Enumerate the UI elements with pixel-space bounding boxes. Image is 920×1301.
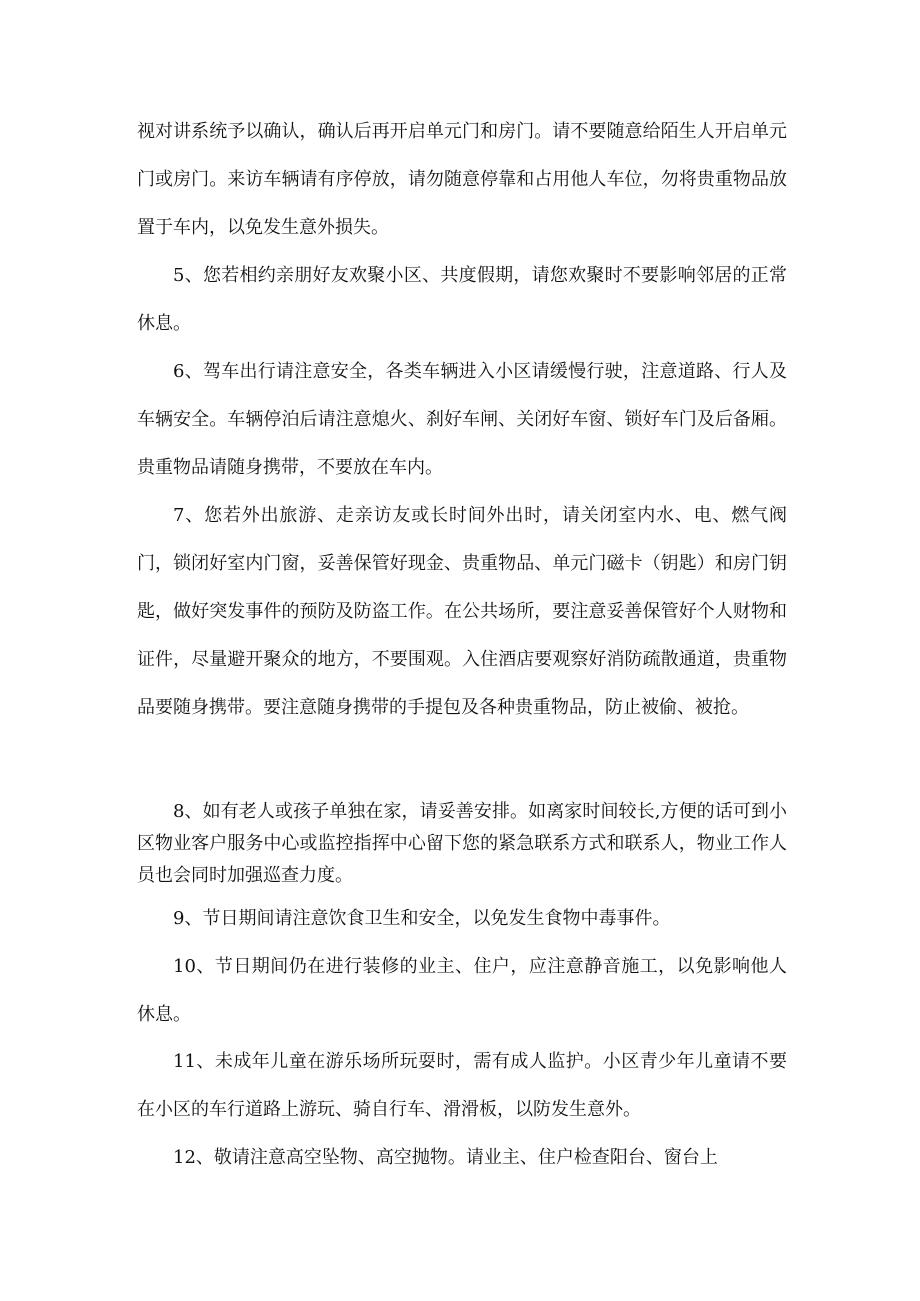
paragraph-item-11: 11、未成年儿童在游乐场所玩耍时，需有成人监护。小区青少年儿童请不要在小区的车行道路上游玩、骑自行车、滑滑板，以防发生意外。 (137, 1051, 787, 1120)
paragraph-item-8: 8、如有老人或孩子单独在家，请妥善安排。如离家时间较长,方便的话可到小区物业客户服务中心或监控指挥中心留下您的紧急联系方式和联系人，物业工作人员也会同时加强巡查力度。 (137, 801, 787, 886)
paragraph-item-12: 12、敬请注意高空坠物、高空抛物。请业主、住户检查阳台、窗台上 (173, 1147, 718, 1168)
paragraph-continuation: 视对讲系统予以确认，确认后再开启单元门和房门。请不要随意给陌生人开启单元门或房门。来访车辆请有序停放，请勿随意停靠和占用他人车位，勿将贵重物品放置于车内，以免发生意外损失。 (137, 121, 787, 238)
paragraph-item-9: 9、节日期间请注意饮食卫生和安全，以免发生食物中毒事件。 (173, 908, 671, 929)
paragraph-item-10: 10、节日期间仍在进行装修的业主、住户，应注意静音施工，以免影响他人休息。 (137, 956, 787, 1025)
paragraph-item-5: 5、您若相约亲朋好友欢聚小区、共度假期，请您欢聚时不要影响邻居的正常休息。 (137, 265, 787, 334)
paragraph-item-7: 7、您若外出旅游、走亲访友或长时间外出时，请关闭室内水、电、燃气阀门，锁闭好室内门窗，妥善保管好现金、贵重物品、单元门磁卡（钥匙）和房门钥匙，做好突发事件的预防及防盗工作。在公共场所，要注意妥善保管好个人财物和证件，尽量避开聚众的地方，不要围观。入住酒店要观察好消防疏散通道，贵重物品要随身携带。要注意随身携带的手提包及各种贵重物品，防止被偷、被抢。 (137, 505, 787, 718)
paragraph-item-6: 6、驾车出行请注意安全，各类车辆进入小区请缓慢行驶，注意道路、行人及车辆安全。车辆停泊后请注意熄火、刹好车闸、关闭好车窗、锁好车门及后备厢。贵重物品请随身携带，不要放在车内。 (137, 361, 787, 478)
